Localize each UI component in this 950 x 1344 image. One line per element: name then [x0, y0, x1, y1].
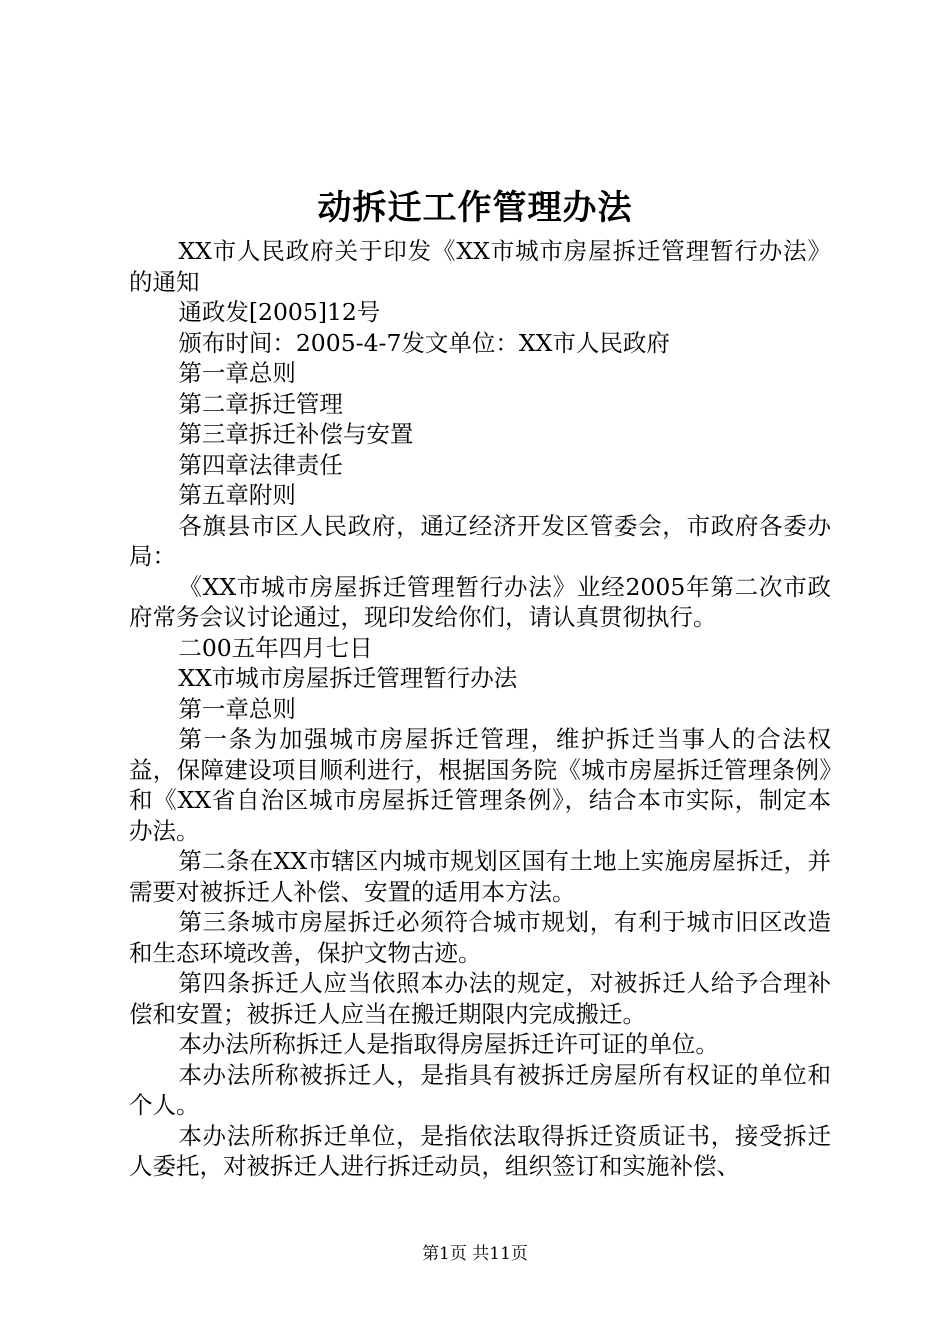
paragraph-regulation-title: XX市城市房屋拆迁管理暂行办法	[178, 664, 518, 692]
paragraph-addressees: 各旗县市区人民政府，通辽经济开发区管委会，市政府各委办局：	[129, 511, 831, 570]
paragraph-notice-body: 《XX市城市房屋拆迁管理暂行办法》业经2005年第二次市政府常务会议讨论通过，现印发给你们，请认真贯彻执行。	[129, 572, 831, 631]
paragraph-article-2: 第二条在XX市辖区内城市规划区国有土地上实施房屋拆迁，并需要对被拆迁人补偿、安置的适用本方法。	[129, 847, 831, 906]
paragraph-chapter-1: 第一章总则	[178, 359, 296, 387]
paragraph-chapter-1-heading: 第一章总则	[178, 694, 296, 723]
document-title: 动拆迁工作管理办法	[317, 188, 633, 228]
paragraph-issue-info: 颁布时间：2005-4-7发文单位：XX市人民政府	[178, 328, 670, 357]
document-body	[129, 236, 831, 1182]
paragraph-definition-demolisher: 本办法所称拆迁人是指取得房屋拆迁许可证的单位。	[178, 1030, 719, 1058]
paragraph-chapter-5: 第五章附则	[178, 481, 296, 509]
paragraph-definition-unit: 本办法所称拆迁单位，是指依法取得拆迁资质证书，接受拆迁人委托，对被拆迁人进行拆迁动员，组织签订和实施补偿、	[129, 1121, 831, 1180]
paragraph-notice-title: XX市人民政府关于印发《XX市城市房屋拆迁管理暂行办法》的通知	[129, 237, 831, 296]
paragraph-article-3: 第三条城市房屋拆迁必须符合城市规划，有利于城市旧区改造和生态环境改善，保护文物古迹。	[129, 908, 831, 967]
paragraph-chapter-2: 第二章拆迁管理	[178, 389, 343, 418]
paragraph-chapter-3: 第三章拆迁补偿与安置	[178, 420, 414, 448]
paragraph-date: 二00五年四月七日	[178, 633, 373, 662]
paragraph-definition-demolished: 本办法所称被拆迁人，是指具有被拆迁房屋所有权证的单位和个人。	[129, 1060, 831, 1119]
paragraph-doc-number: 通政发[2005]12号	[178, 298, 381, 326]
paragraph-chapter-4: 第四章法律责任	[178, 450, 343, 479]
paragraph-article-4: 第四条拆迁人应当依照本办法的规定，对被拆迁人给予合理补偿和安置；被拆迁人应当在搬迁期限内完成搬迁。	[129, 969, 831, 1028]
page-footer: 第1页 共11页	[422, 1244, 528, 1264]
paragraph-article-1: 第一条为加强城市房屋拆迁管理，维护拆迁当事人的合法权益，保障建设项目顺利进行，根据国务院《城市房屋拆迁管理条例》和《XX省自治区城市房屋拆迁管理条例》，结合本市实际，制定本办法。	[129, 725, 831, 845]
